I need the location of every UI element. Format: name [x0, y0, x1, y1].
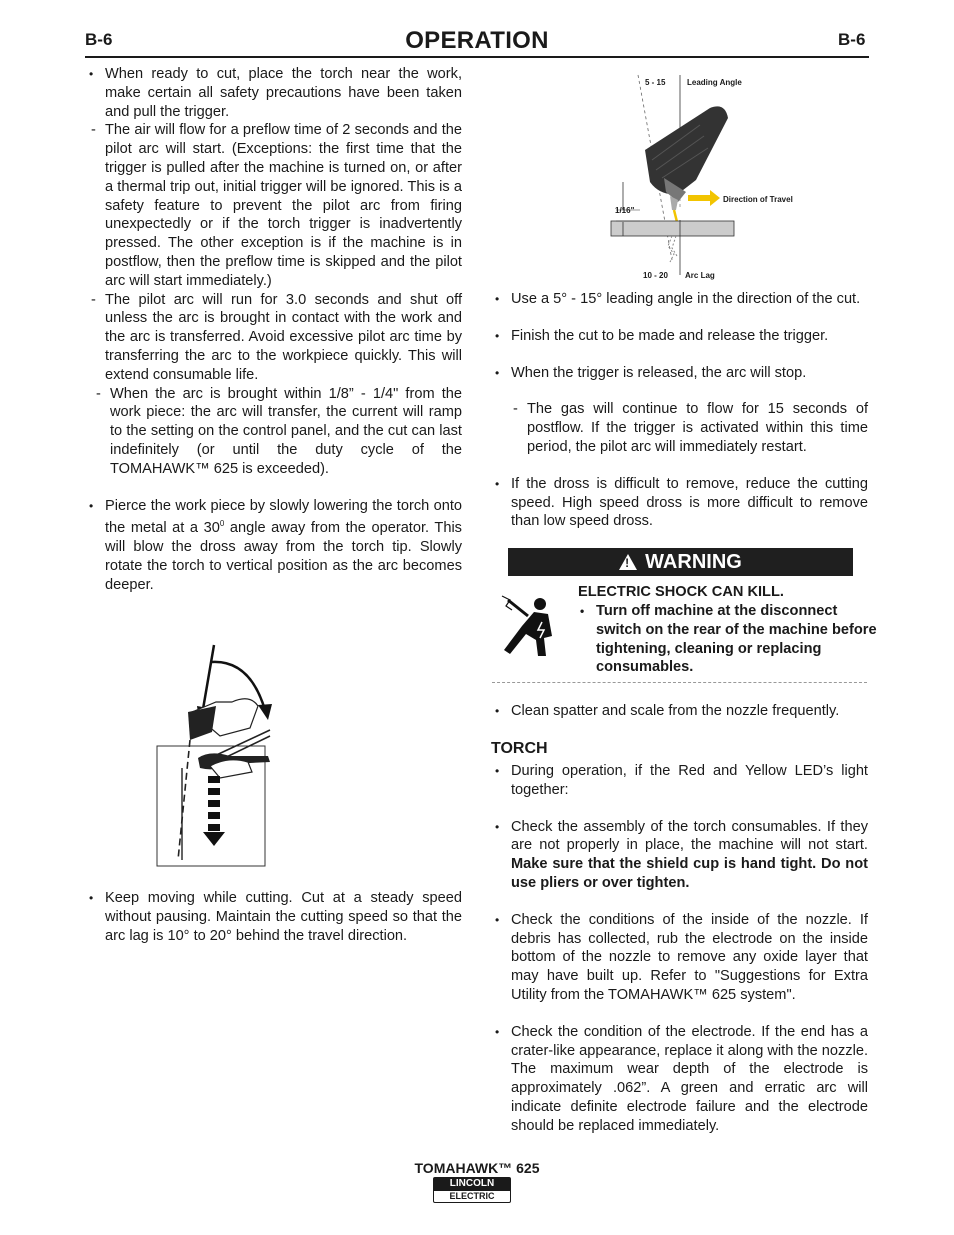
bullet-pierce: [85, 497, 462, 595]
right-column-bottom: [491, 762, 868, 1136]
left-column-top: [85, 65, 462, 594]
pierce-text-a: Pierce the work piece by slowly lowering the torch onto the metal at a 30: [105, 497, 462, 537]
bullet-led: • During operation, if the Red and Yellow LED’s light together:: [491, 762, 868, 800]
bullet-dross: • If the dross is difficult to remove, reduce the cutting speed. High speed dross is more difficult to remove than low speed dross.: [491, 475, 868, 531]
warning-banner: [508, 548, 853, 576]
leading-angle-diagram: [600, 70, 830, 285]
assembly-bold-text: Make sure that the shield cup is hand tight. Do not use pliers or over tighten.: [511, 856, 868, 891]
angle-top-label: 5 - 15: [645, 78, 666, 87]
warning-triangle-icon: !: [619, 554, 637, 570]
left-column-bottom: [85, 889, 462, 945]
bullet-ready-to-cut: • When ready to cut, place the torch near the work, make certain all safety precautions have been taken and pull the trigger.: [85, 65, 462, 121]
lincoln-electric-logo: [433, 1177, 511, 1203]
gap-label: 1/16": [615, 206, 635, 215]
pierce-degree: 0: [219, 519, 225, 529]
bullet-keep-moving: • Keep moving while cutting. Cut at a steady speed without pausing. Maintain the cutting speed so that the arc lag is 10° to 20° behind the travel direction.: [85, 889, 462, 945]
page-title: OPERATION: [405, 27, 549, 54]
angle-bottom-label: 10 - 20: [643, 271, 668, 280]
direction-label: Direction of Travel: [723, 195, 793, 204]
bullet-finish-cut: • Finish the cut to be made and release the trigger.: [491, 327, 868, 346]
logo-bottom: ELECTRIC: [433, 1190, 511, 1203]
dash-postflow: - The gas will continue to flow for 15 seconds of postflow. If the trigger is activated within this time period, the pilot arc will immediately restart.: [511, 400, 868, 456]
bullet-clean-spatter: • Clean spatter and scale from the nozzle frequently.: [491, 702, 868, 721]
leading-angle-label: Leading Angle: [687, 78, 742, 87]
dash-arc-transfer: - When the arc is brought within 1/8” - 1/4" from the work piece: the arc will transfer, the current will ramp to the setting on the control panel, and the cut can last indefinitely (or until the duty cycle of the TOMAHAWK™ 625 is exceeded).: [94, 385, 462, 479]
pierce-text-b: angle away from the operator. This will blow the dross away from the torch tip. Slowly rotate the torch to vertical position as the arc becomes deeper.: [105, 520, 462, 593]
footer-model: TOMAHAWK™ 625: [414, 1160, 540, 1176]
warning-divider: [492, 682, 867, 683]
electric-shock-icon: [498, 592, 568, 662]
page-code-left: B-6: [85, 30, 113, 49]
logo-top: LINCOLN: [433, 1177, 511, 1190]
header-rule: [85, 56, 869, 58]
dash-pilot-arc: - The pilot arc will run for 3.0 seconds and shut off unless the arc is brought in contact with the work and the arc is transferred. Avoid excessive pilot arc time by transferring the arc to the workpiece quickly. This will extend consumable life.: [89, 291, 462, 385]
bullet-trigger-released: • When the trigger is released, the arc will stop.: [491, 364, 868, 383]
dash-preflow: - The air will flow for a preflow time of 2 seconds and the pilot arc will start. (Exceptions: the first time that the trigger is pulled after the machine is turned on, or after a thermal trip out, initial trigger will be ignored. This is a safety feature to prevent the pilot arc from firing unexpectedly or if the torch trigger is inadvertently pressed. The other exception is if the machine is in postflow, then the preflow time is skipped and the pilot arc will start immediately.): [89, 121, 462, 290]
right-column-mid: [491, 702, 868, 721]
bullet-leading-angle: • Use a 5° - 15° leading angle in the direction of the cut.: [491, 290, 868, 309]
arc-lag-label: Arc Lag: [685, 271, 715, 280]
shock-instruction: • Turn off machine at the disconnect switch on the rear of the machine before tightening, cleaning or replacing consumables.: [576, 602, 878, 677]
right-column-top: [491, 290, 868, 531]
warning-title: WARNING: [645, 550, 742, 573]
assembly-text: Check the assembly of the torch consumables. If they are not properly in place, the machine will not start.: [511, 818, 868, 854]
page-code-right: B-6: [838, 30, 866, 49]
shock-title: ELECTRIC SHOCK CAN KILL.: [578, 584, 784, 600]
pierce-illustration: [150, 640, 280, 870]
bullet-check-electrode: • Check the condition of the electrode. If the end has a crater-like appearance, replace it along with the nozzle. The maximum wear depth of the electrode is approximately .062”. A green and erratic arc will indicate definite electrode failure and the electrode should be replaced immediately.: [491, 1023, 868, 1136]
bullet-check-nozzle: • Check the conditions of the inside of the nozzle. If debris has collected, rub the electrode on the inside bottom of the nozzle to remove any oxide layer that may have built up. Refer to "Suggestions for Extra Utility from the TOMAHAWK™ 625 system".: [491, 911, 868, 1005]
bullet-check-assembly: [491, 818, 868, 893]
torch-heading: TORCH: [491, 740, 548, 757]
